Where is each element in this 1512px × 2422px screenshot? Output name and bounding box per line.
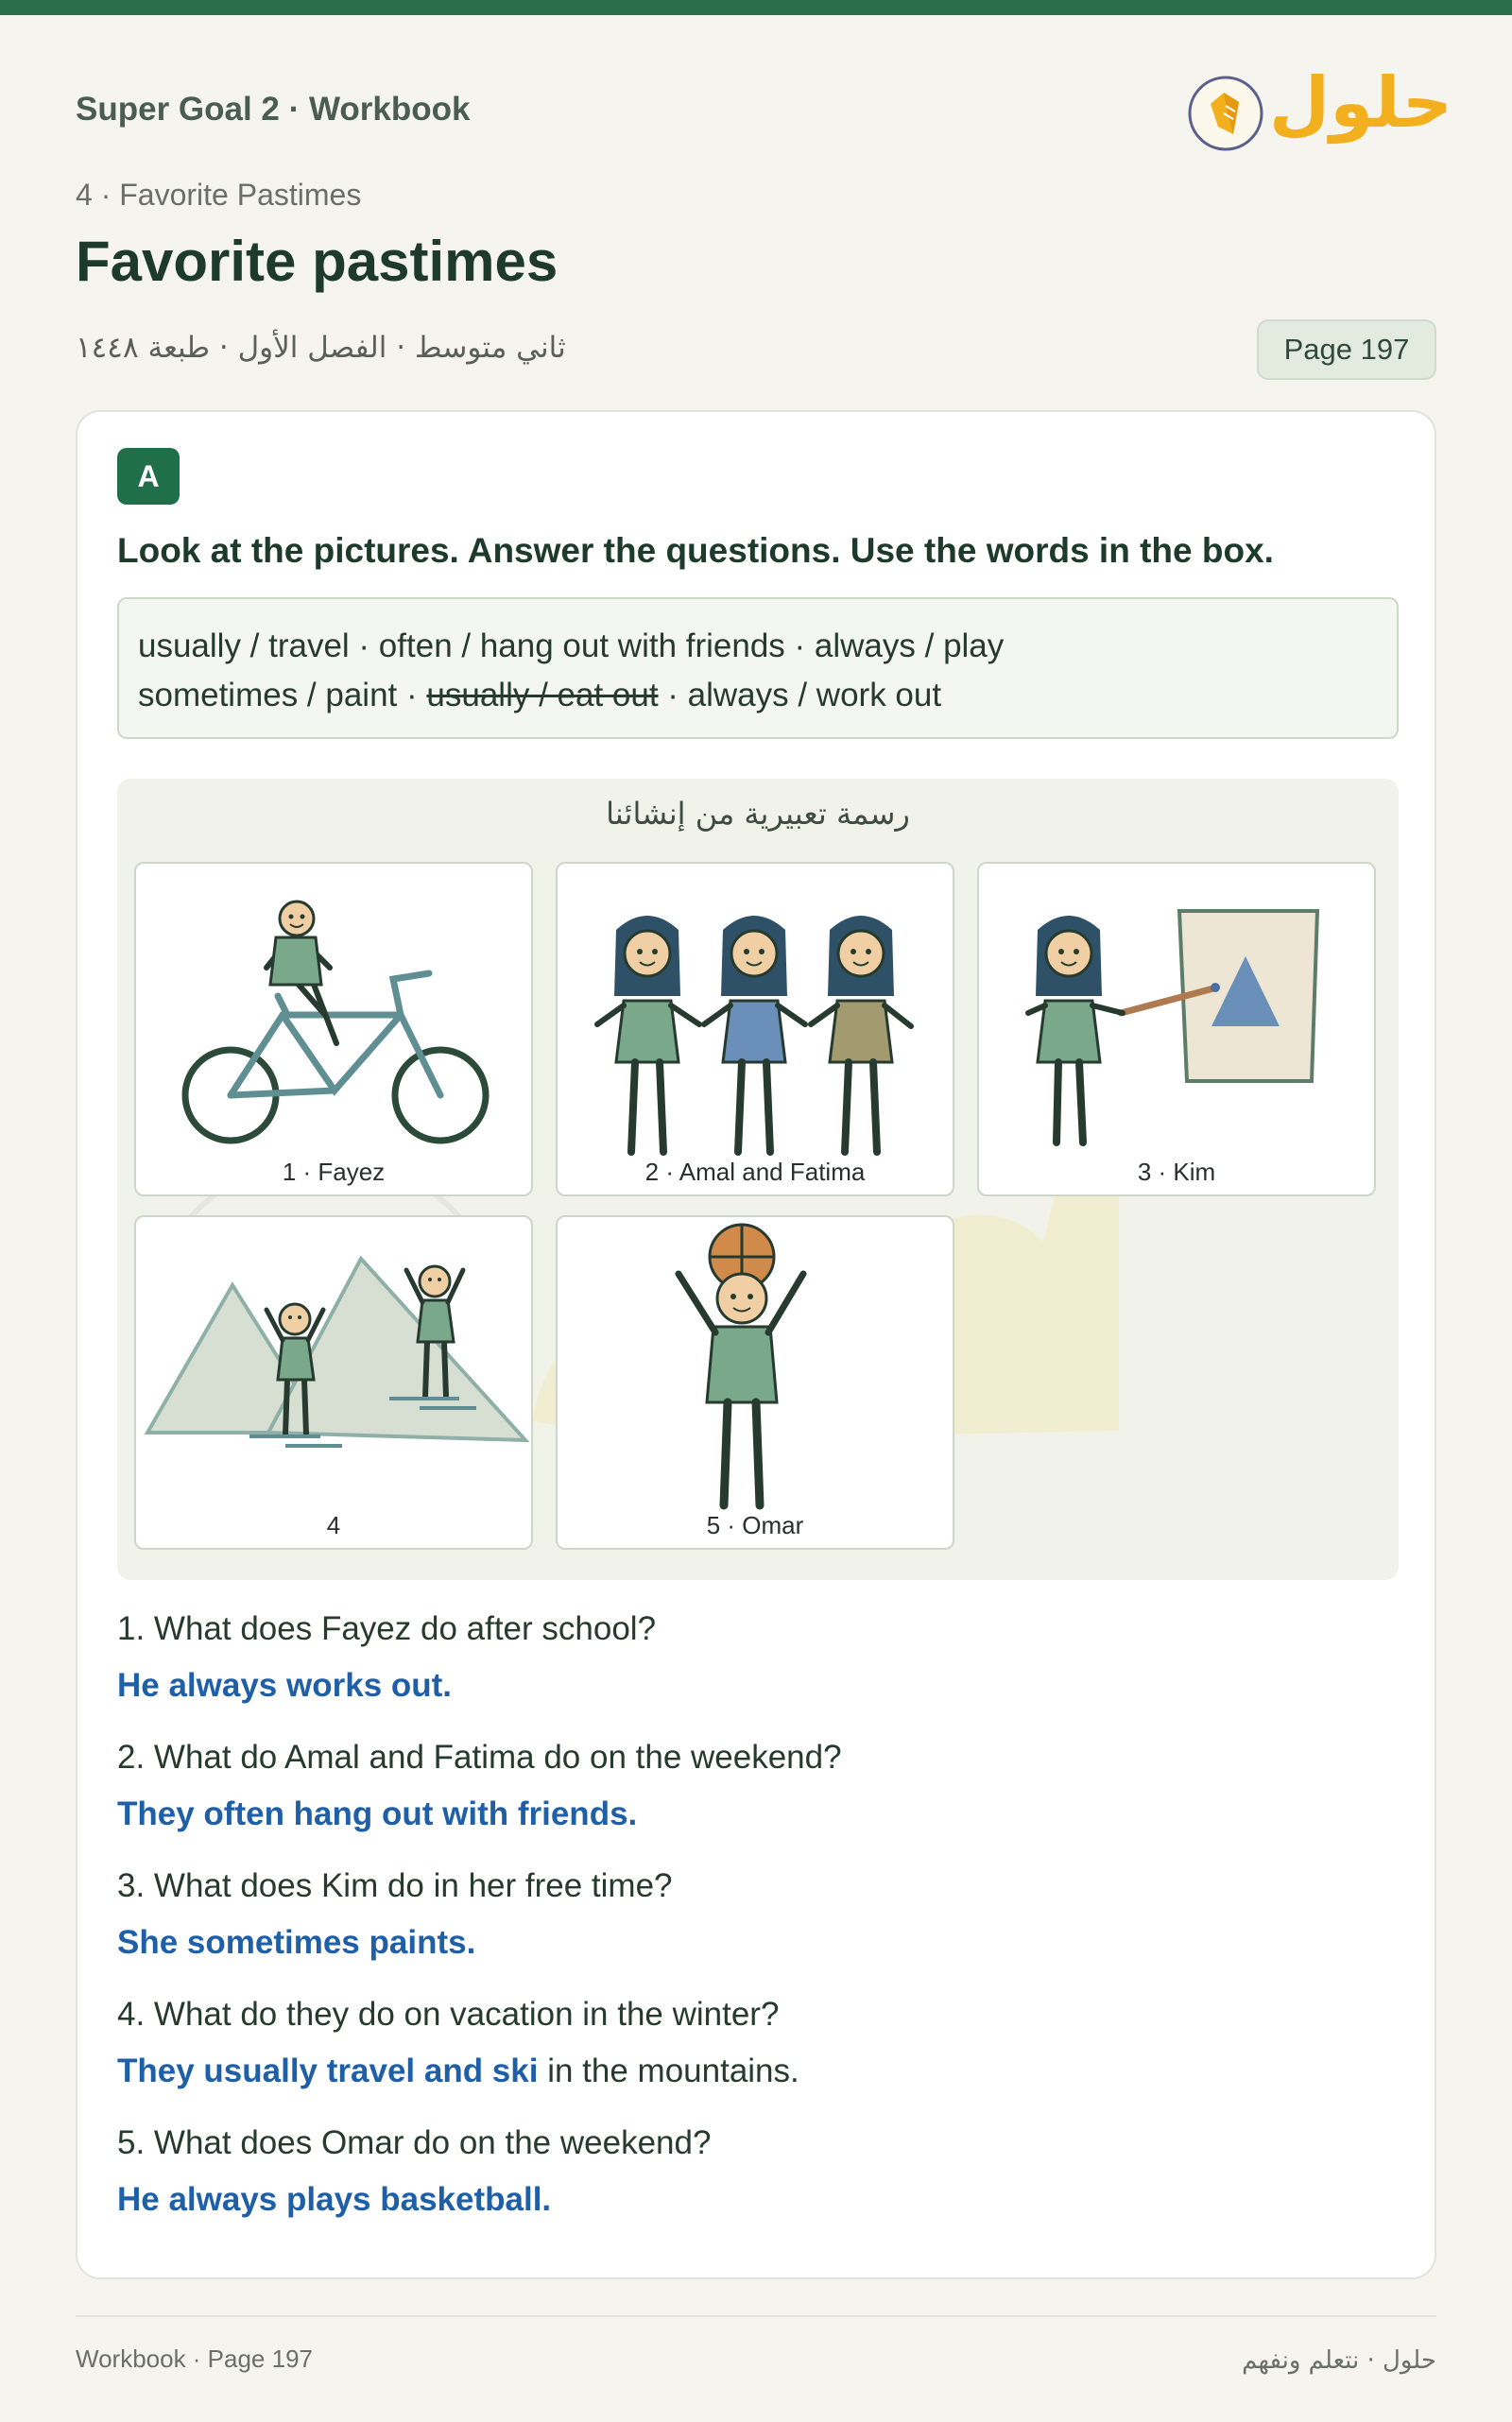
panel-label-2: 2 · Amal and Fatima — [644, 1158, 866, 1186]
answer-4-bold: They usually travel and ski — [117, 2053, 539, 2089]
logo-wordmark: حلول — [1269, 62, 1453, 144]
page-title: Favorite pastimes — [76, 230, 558, 293]
basketball-player-icon — [558, 1217, 954, 1550]
brand-logo[interactable] — [1186, 59, 1453, 163]
question-3: 3. What does Kim do in her free time? — [117, 1867, 673, 1904]
footer-brand-tagline: حلول · نتعلم ونفهم — [1242, 2346, 1436, 2375]
exercise-instruction: Look at the pictures. Answer the questions. Use the words in the box. — [117, 531, 1274, 570]
picture-panel-5 — [556, 1215, 954, 1550]
question-answer-1 — [117, 1608, 1399, 1707]
question-1: 1. What does Fayez do after school? — [117, 1610, 657, 1647]
question-4: 4. What do they do on vacation in the winter? — [117, 1996, 780, 2033]
picture-panel-2 — [556, 862, 954, 1196]
picture-panel-4 — [134, 1215, 533, 1550]
answer-1 — [117, 1665, 1399, 1707]
pictures-area — [117, 779, 1399, 1580]
word-box-line-2-start: sometimes / paint · — [138, 677, 427, 713]
question-answer-4 — [117, 1994, 1399, 2092]
page-number-badge: Page 197 — [1257, 319, 1436, 380]
answer-4-rest: in the mountains. — [538, 2053, 799, 2089]
answer-5-bold: He always plays basketball. — [117, 2181, 552, 2218]
word-box-line-2-end: · always / work out — [658, 677, 942, 713]
word-box — [117, 597, 1399, 739]
footer-divider — [76, 2315, 1436, 2317]
exercise-card — [76, 410, 1436, 2279]
question-answer-2 — [117, 1737, 1399, 1835]
panel-label-1: 1 · Fayez — [282, 1158, 386, 1186]
cyclist-icon — [136, 864, 533, 1196]
answer-5 — [117, 2179, 1399, 2221]
panel-label-5: 5 · Omar — [706, 1511, 804, 1539]
word-box-line-1: usually / travel · often / hang out with friends · always / play — [138, 627, 1005, 664]
three-girls-icon — [558, 864, 954, 1196]
question-2: 2. What do Amal and Fatima do on the weekend? — [117, 1739, 842, 1776]
question-answer-5 — [117, 2122, 1399, 2221]
footer-page-label: Workbook · Page 197 — [76, 2345, 313, 2373]
book-title: Super Goal 2 · Workbook — [76, 91, 471, 128]
picture-panel-1 — [134, 862, 533, 1196]
grade-term-edition: ثاني متوسط · الفصل الأول · طبعة ١٤٤٨ — [76, 331, 566, 365]
answer-2 — [117, 1794, 1399, 1835]
answer-2-bold: They often hang out with friends. — [117, 1795, 638, 1832]
illustration-caption: رسمة تعبيرية من إنشائنا — [606, 796, 910, 832]
section-badge: A — [117, 448, 180, 505]
answer-1-bold: He always works out. — [117, 1667, 453, 1704]
answer-3 — [117, 1922, 1399, 1964]
question-answer-3 — [117, 1865, 1399, 1964]
struck-example-phrase: usually / eat out — [426, 677, 659, 713]
word-box-line-2 — [138, 671, 1378, 720]
unit-label: 4 · Favorite Pastimes — [76, 178, 362, 212]
mountain-skiers-icon — [136, 1217, 533, 1550]
answer-4 — [117, 2051, 1399, 2092]
panel-label-4: 4 — [326, 1511, 341, 1539]
panel-label-3: 3 · Kim — [1137, 1158, 1216, 1186]
picture-panel-3 — [977, 862, 1376, 1196]
answer-3-bold: She sometimes paints. — [117, 1924, 476, 1961]
painter-icon — [979, 864, 1376, 1196]
top-accent-bar — [0, 0, 1512, 15]
question-5: 5. What does Omar do on the weekend? — [117, 2124, 712, 2161]
